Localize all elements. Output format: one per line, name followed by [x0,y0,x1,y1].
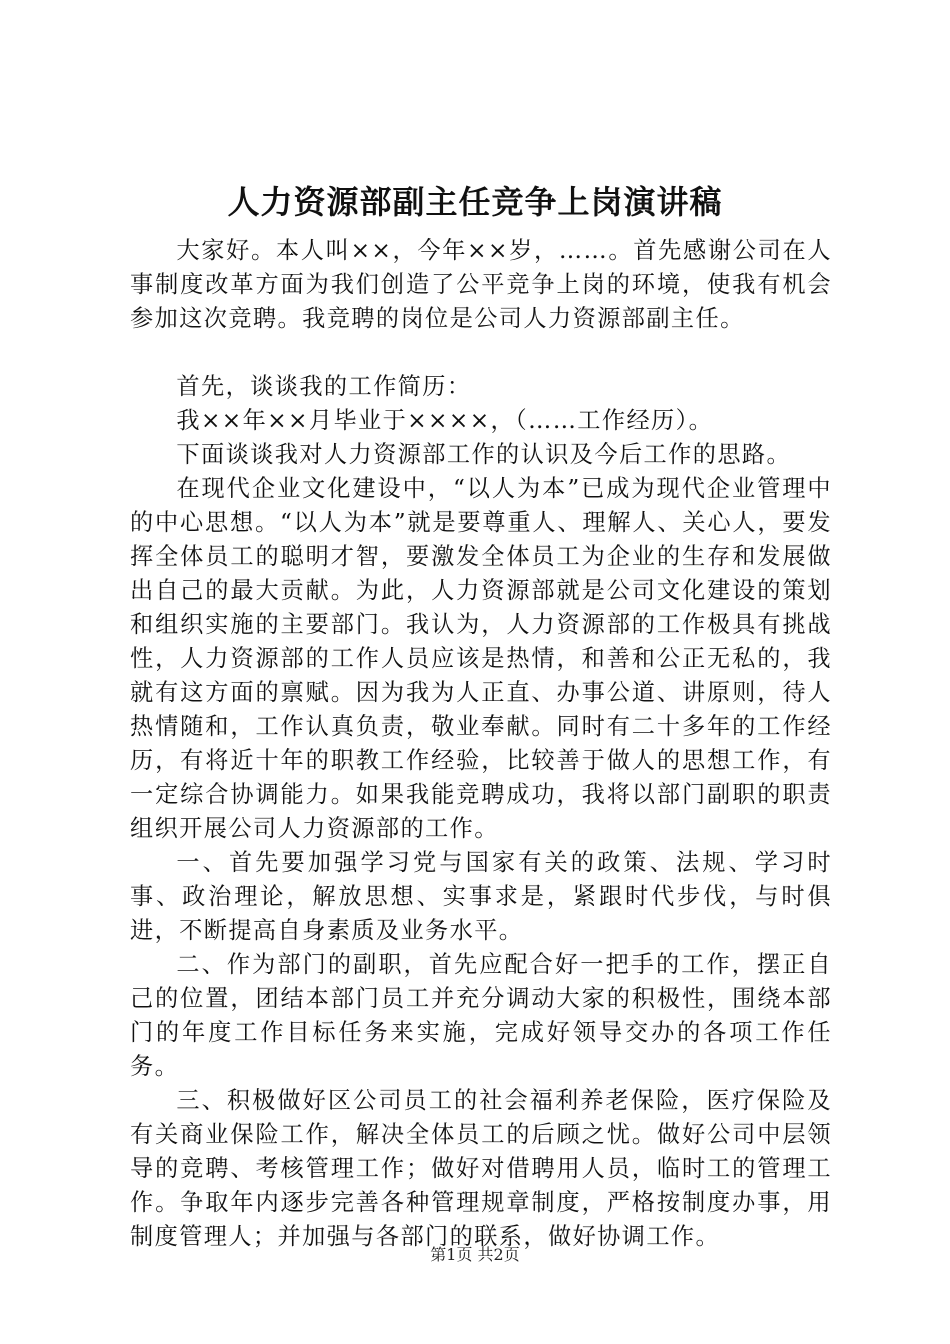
paragraph-resume: 我××年××月毕业于××××，（……工作经历）。 [176,407,714,434]
paragraph-point-one: 一、首先要加强学习党与国家有关的政策、法规、学习时事、政治理论，解放思想、实事求是，紧跟时代步伐，与时俱进，不断提高自身素质及业务水平。 [130,849,832,944]
document-body [130,234,832,1254]
paragraph-resume-heading: 首先，谈谈我的工作简历： [176,373,472,400]
paragraph-intro: 下面谈谈我对人力资源部工作的认识及今后工作的思路。 [176,441,792,468]
document-title: 人力资源部副主任竞争上岗演讲稿 [227,183,723,221]
paragraph-philosophy: 在现代企业文化建设中，“以人为本”已成为现代企业管理中的中心思想。“以人为本”就是要尊重人、理解人、关心人，要发挥全体员工的聪明才智，要激发全体员工为企业的生存和发展做出自己的最大贡献。为此，人力资源部就是公司文化建设的策划和组织实施的主要部门。我认为，人力资源部的工作极具有挑战性，人力资源部的工作人员应该是热情，和善和公正无私的，我就有这方面的禀赋。因为我为人正直、办事公道、讲原则，待人热情随和，工作认真负责，敬业奉献。同时有二十多年的工作经历，有将近十年的职教工作经验，比较善于做人的思想工作，有一定综合协调能力。如果我能竞聘成功，我将以部门副职的职责组织开展公司人力资源部的工作。 [130,475,832,842]
paragraph-point-three: 三、积极做好区公司员工的社会福利养老保险，医疗保险及有关商业保险工作，解决全体员工的后顾之忧。做好公司中层领导的竞聘、考核管理工作；做好对借聘用人员，临时工的管理工作。争取年内逐步完善各种管理规章制度，严格按制度办事，用制度管理人；并加强与各部门的联系，做好协调工作。 [130,1087,832,1250]
paragraph-greeting: 大家好。本人叫××，今年××岁，……。首先感谢公司在人事制度改革方面为我们创造了公平竞争上岗的环境，使我有机会参加这次竞聘。我竞聘的岗位是公司人力资源部副主任。 [130,237,832,332]
page-number-footer: 第1页 共2页 [430,1245,520,1264]
paragraph-point-two: 二、作为部门的副职，首先应配合好一把手的工作，摆正自己的位置，团结本部门员工并充分调动大家的积极性，围绕本部门的年度工作目标任务来实施，完成好领导交办的各项工作任务。 [130,951,832,1080]
